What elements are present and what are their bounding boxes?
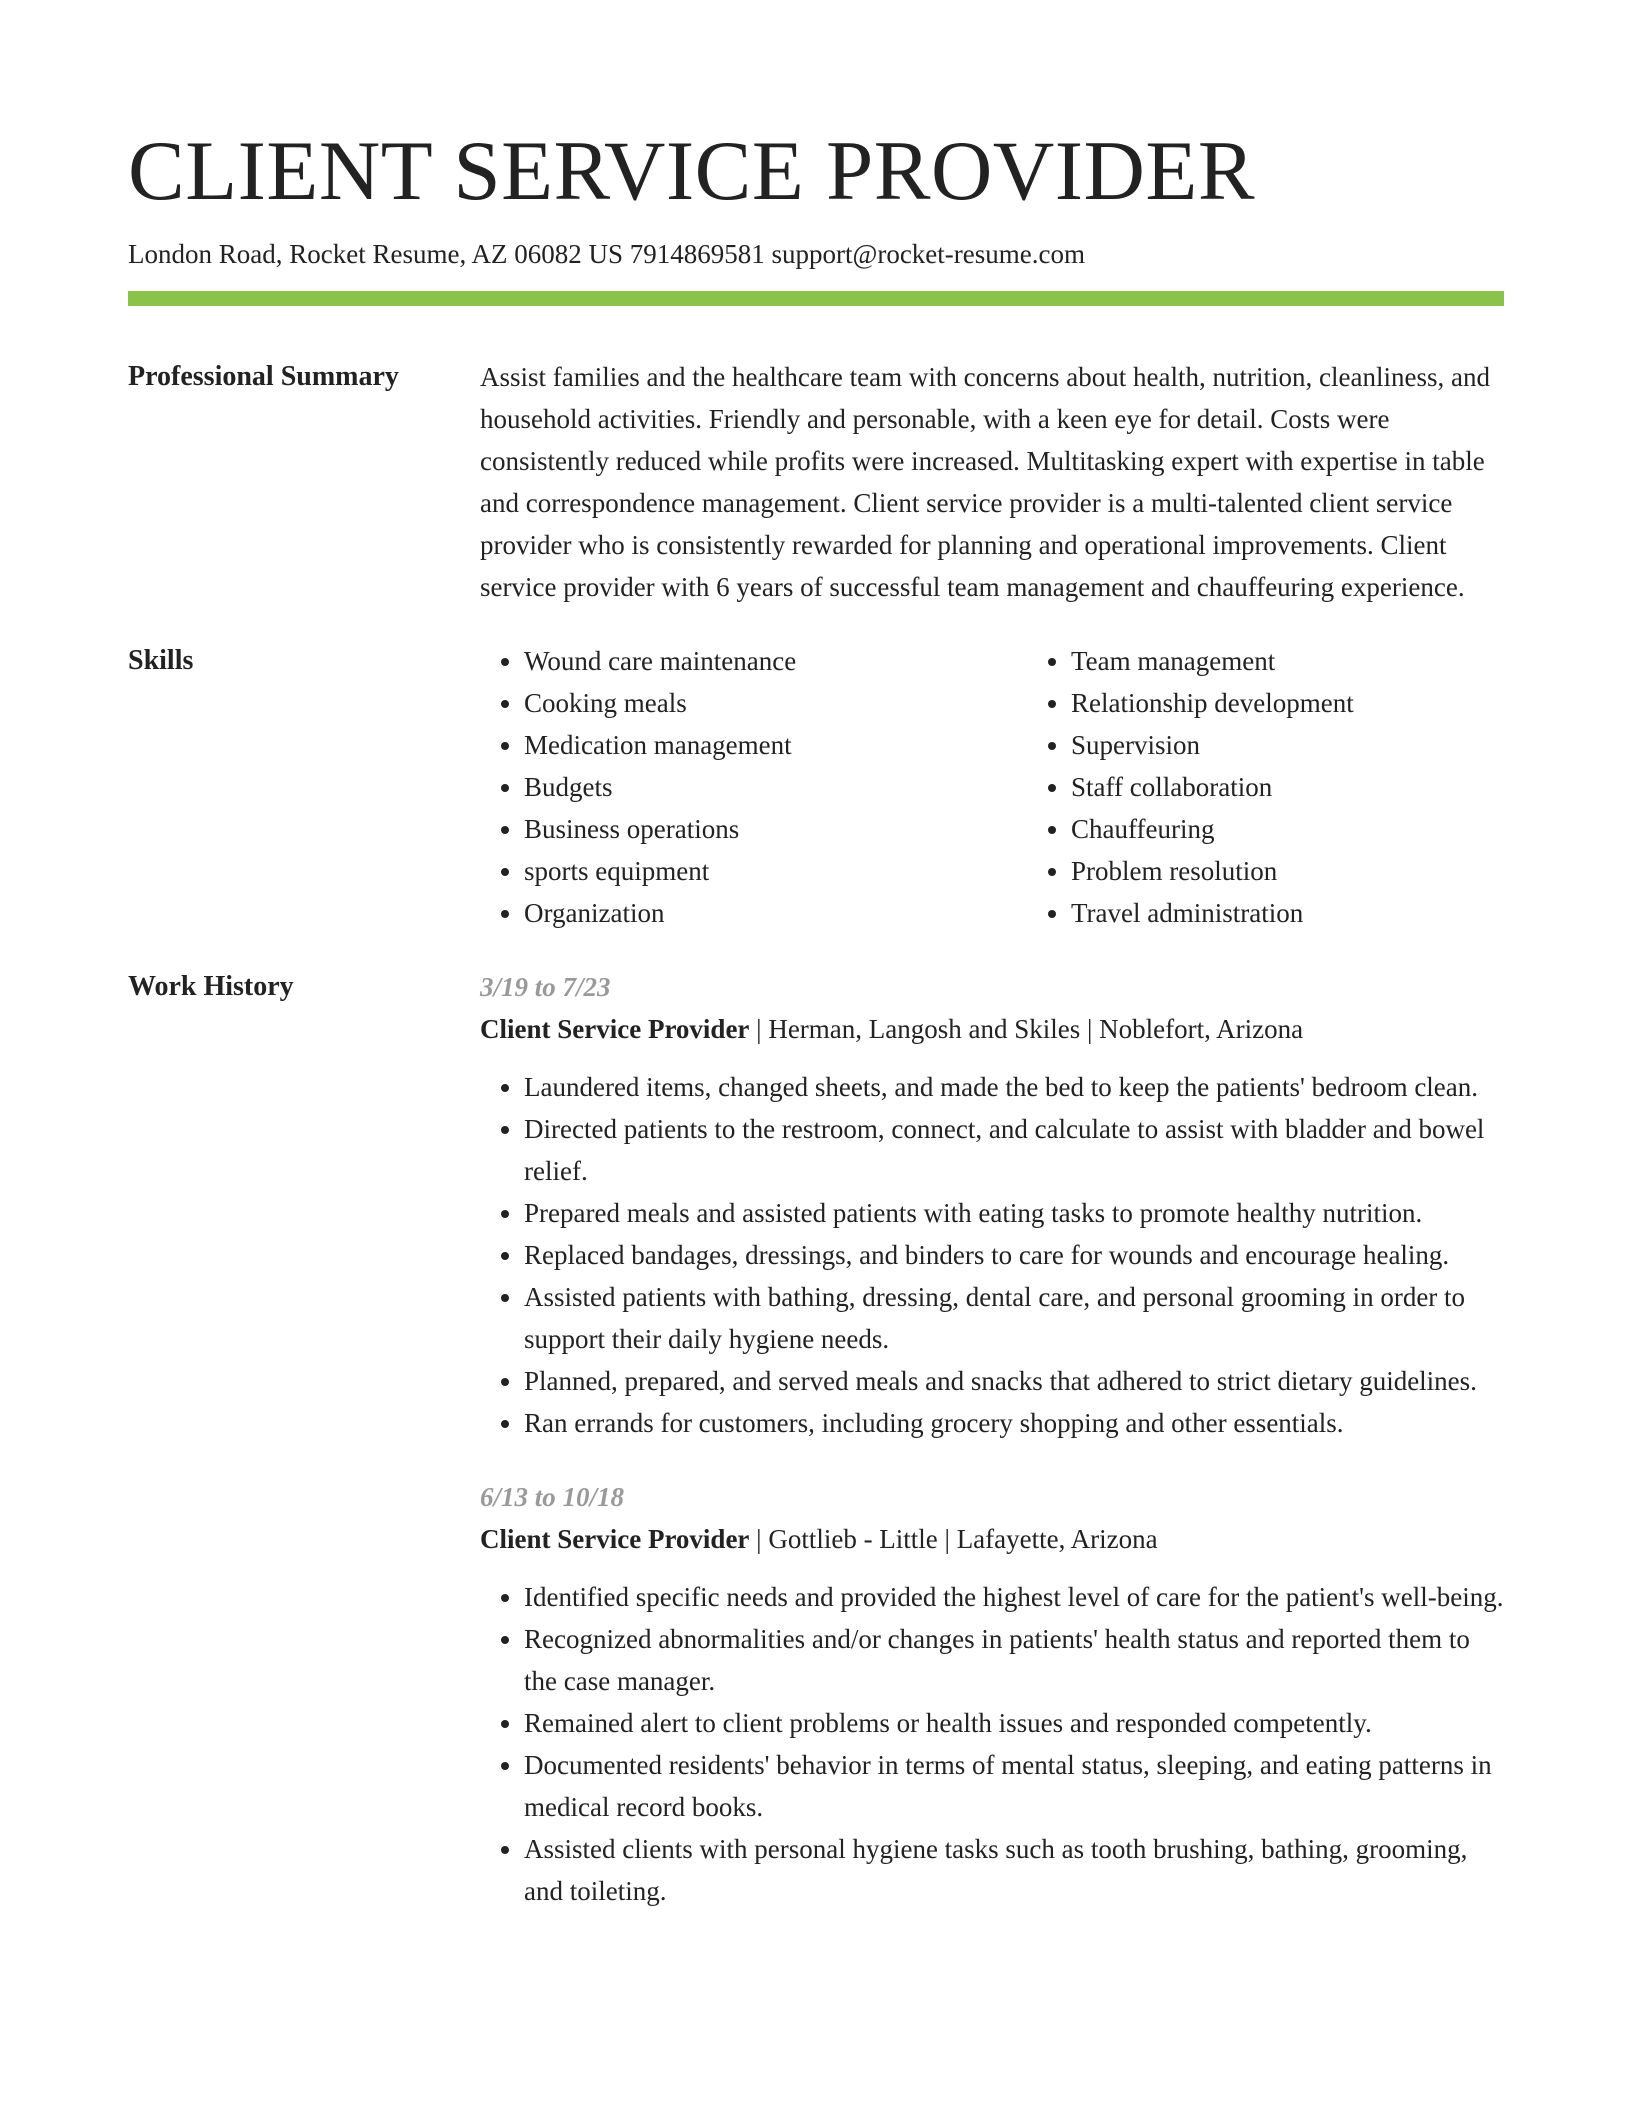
job-bullet: • Ran errands for customers, including grocery shopping and other essentials. bbox=[524, 1402, 1504, 1444]
job-entry bbox=[480, 1476, 1504, 1912]
job-bullet: • Laundered items, changed sheets, and made the bed to keep the patients' bedroom clean. bbox=[524, 1066, 1504, 1108]
job-details: | Herman, Langosh and Skiles | Noblefort, Arizona bbox=[749, 1014, 1304, 1044]
skill-item: • Problem resolution bbox=[1071, 850, 1574, 892]
job-bullet: • Prepared meals and assisted patients with eating tasks to promote healthy nutrition. bbox=[524, 1192, 1504, 1234]
skill-item: • Wound care maintenance bbox=[524, 640, 1027, 682]
skills-right-list bbox=[1027, 640, 1574, 934]
job-bullet: • Documented residents' behavior in terms of mental status, sleeping, and eating patterns in medical record books. bbox=[524, 1744, 1504, 1828]
skill-item: • Team management bbox=[1071, 640, 1574, 682]
work-history-body bbox=[480, 966, 1504, 1912]
skills-columns bbox=[480, 640, 1574, 934]
skill-item: • Travel administration bbox=[1071, 892, 1574, 934]
job-bullet: • Recognized abnormalities and/or changes in patients' health status and reported them to the case manager. bbox=[524, 1618, 1504, 1702]
job-bullet: • Replaced bandages, dressings, and binders to care for wounds and encourage healing. bbox=[524, 1234, 1504, 1276]
job-heading bbox=[480, 1518, 1504, 1560]
skill-item: • Supervision bbox=[1071, 724, 1574, 766]
job-bullet: • Assisted clients with personal hygiene tasks such as tooth brushing, bathing, grooming, and toileting. bbox=[524, 1828, 1504, 1912]
skills-left-list bbox=[480, 640, 1027, 934]
skill-item: • Chauffeuring bbox=[1071, 808, 1574, 850]
skill-item: • Budgets bbox=[524, 766, 1027, 808]
job-title: Client Service Provider bbox=[480, 1014, 750, 1044]
job-details: | Gottlieb - Little | Lafayette, Arizona bbox=[749, 1524, 1158, 1554]
summary-section bbox=[128, 356, 1504, 608]
skill-item: • Staff collaboration bbox=[1071, 766, 1574, 808]
skill-item: • Organization bbox=[524, 892, 1027, 934]
job-dates: 3/19 to 7/23 bbox=[480, 972, 611, 1002]
skill-item: • sports equipment bbox=[524, 850, 1027, 892]
job-bullet: • Planned, prepared, and served meals and snacks that adhered to strict dietary guidelines. bbox=[524, 1360, 1504, 1402]
job-bullet: • Identified specific needs and provided the highest level of care for the patient's well-being. bbox=[524, 1576, 1504, 1618]
job-bullet: • Assisted patients with bathing, dressing, dental care, and personal grooming in order to support their daily hygiene needs. bbox=[524, 1276, 1504, 1360]
job-bullet: • Directed patients to the restroom, connect, and calculate to assist with bladder and bowel relief. bbox=[524, 1108, 1504, 1192]
job-bullet-list bbox=[480, 1066, 1504, 1444]
summary-heading: Professional Summary bbox=[128, 361, 399, 392]
job-entry bbox=[480, 966, 1504, 1444]
skill-item: • Medication management bbox=[524, 724, 1027, 766]
skill-item: • Relationship development bbox=[1071, 682, 1574, 724]
resume-page bbox=[128, 118, 1504, 1912]
job-bullet: • Remained alert to client problems or health issues and responded competently. bbox=[524, 1702, 1504, 1744]
work-history-heading: Work History bbox=[128, 971, 294, 1002]
job-heading bbox=[480, 1008, 1504, 1050]
header-divider bbox=[128, 291, 1504, 306]
skill-item: • Business operations bbox=[524, 808, 1027, 850]
job-title: Client Service Provider bbox=[480, 1524, 750, 1554]
skills-heading: Skills bbox=[128, 645, 194, 676]
contact-line: London Road, Rocket Resume, AZ 06082 US 7914869581 support@rocket-resume.com bbox=[128, 239, 1085, 269]
resume-name: CLIENT SERVICE PROVIDER bbox=[128, 124, 1256, 218]
work-history-section bbox=[128, 966, 1504, 1912]
job-dates: 6/13 to 10/18 bbox=[480, 1482, 625, 1512]
skills-section bbox=[128, 640, 1504, 934]
job-bullet-list bbox=[480, 1576, 1504, 1912]
skill-item: • Cooking meals bbox=[524, 682, 1027, 724]
summary-text: Assist families and the healthcare team with concerns about health, nutrition, cleanliness, and household activities. Friendly and personable, with a keen eye for detail. Costs were consistently reduced while profits were increased. Multitasking expert with expertise in table and correspondence management. Client service provider is a multi-talented client service provider who is consistently rewarded for planning and operational improvements. Client service provider with 6 years of successful team management and chauffeuring experience. bbox=[480, 362, 1490, 602]
